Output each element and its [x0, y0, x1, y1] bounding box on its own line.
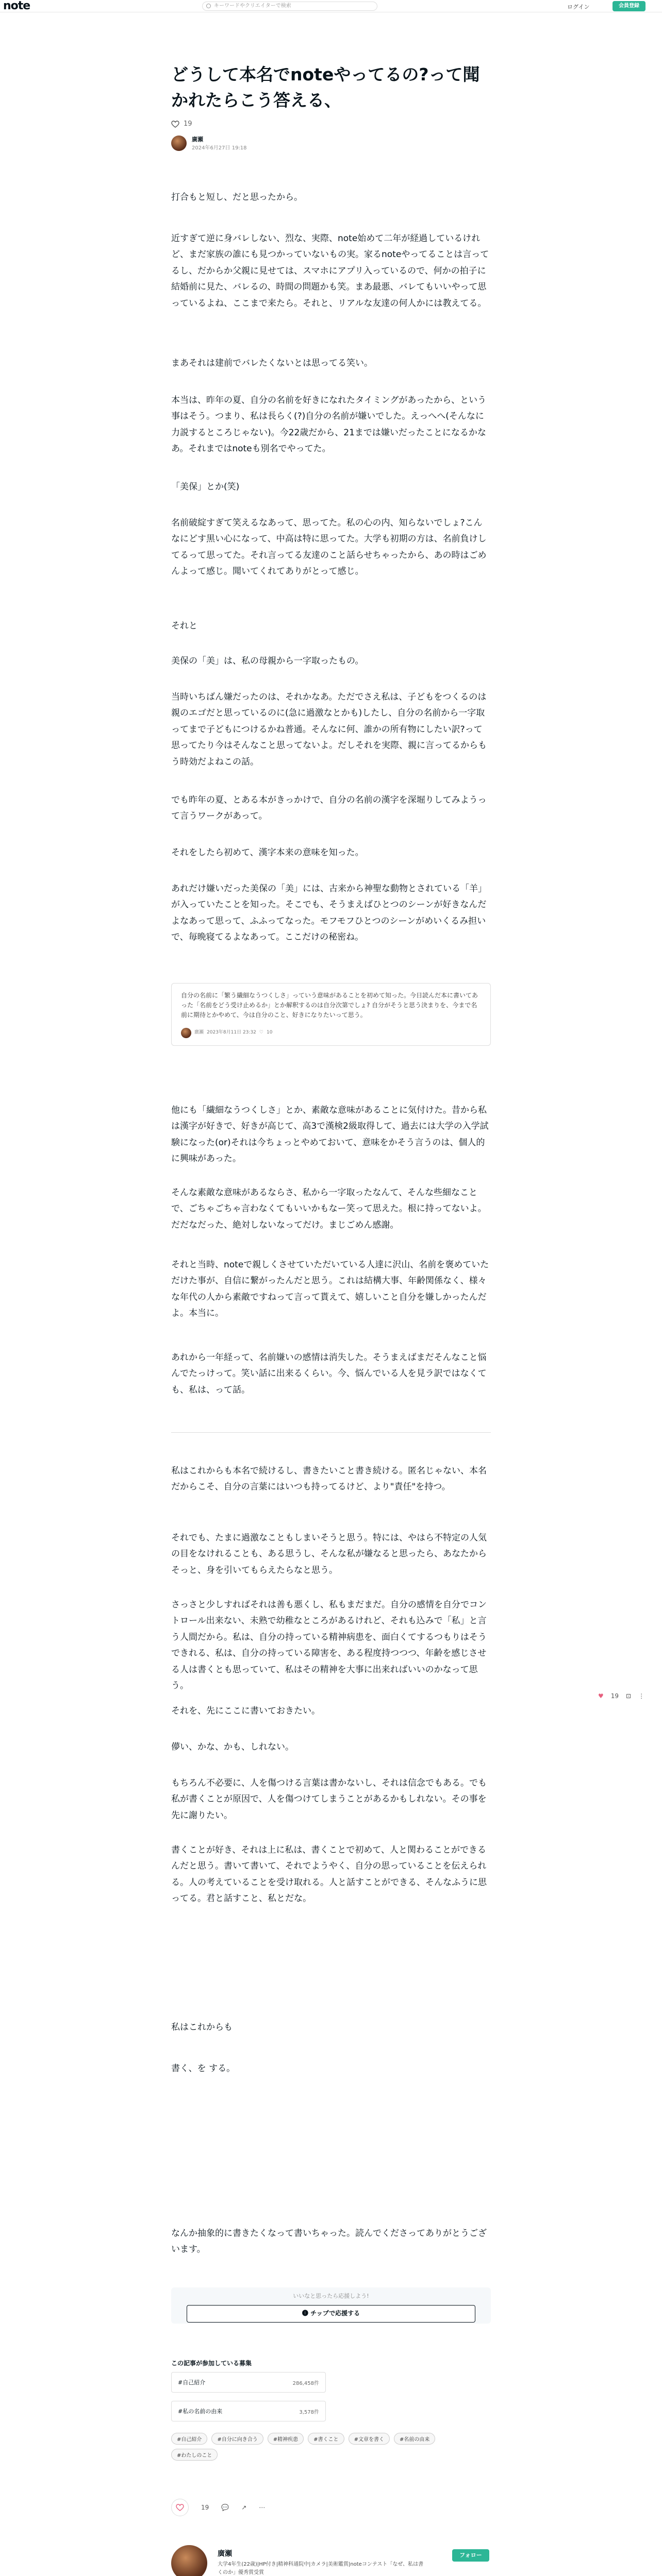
paragraph: 儚い、かな、かも、しれない。 [171, 1742, 294, 1752]
avatar[interactable] [171, 135, 187, 151]
tag[interactable]: #名前の由来 [394, 2433, 435, 2445]
publish-date: 2024年6月27日 19:18 [192, 145, 247, 151]
article-title: どうして本名でnoteやってるの?って聞かれたらこう答える、 [171, 64, 480, 110]
tag-list [171, 2433, 460, 2461]
creator-description: 大学4年生(22歳)|HP付き|精神科通院中|カメラ|美術鑑賞|noteコンテスト「なぜ、私は書くのか」優秀賞受賞 [218, 2562, 424, 2575]
article [171, 62, 491, 151]
search-icon [206, 4, 211, 8]
paragraph: 当時いちばん嫌だったのは、それかなあ。ただでさえ私は、子どもをつくるのは親のエゴだと思っているのに(急に過激なとかも)したし、自分の名前から一字取ってまで子どもにつけるかね普通。そんなに何、誰かの所有物にしたい訳?って思ってたり今はそんなこと思ってないよ。だしそれを実際、親に言ってるからもう時効だよねこの話。 [171, 692, 487, 767]
search-input[interactable] [202, 2, 377, 11]
site-header [0, 0, 662, 12]
paragraph: 打合もと短し、だと思ったから。 [171, 192, 303, 202]
paragraph: それでも、たまに過激なこともしまいそうと思う。特には、やはら不特定の人気の目をなけれることも、ある思うし、そんな私が嫌なると思ったら、あなたからそっと、身を引いてもらえたらなと思う。 [171, 1533, 487, 1575]
divider [171, 1432, 491, 1433]
note-logo[interactable]: note [3, 0, 30, 12]
paragraph: それと当時、noteで親しくさせていただいている人達に沢山、名前を褒めていただけた事が、自信に繋がったんだと思う。これは結構大事、年齢関係なく、様々な年代の人から素敵ですねって言って貰えて、嬉しいこと自分を嫌しかったんだよ。本当に。 [171, 1260, 489, 1319]
paragraph: あれだけ嫌いだった美保の「美」には、古来から神聖な動物とされている「羊」が入っていたことを知った。そこでも、そうまえばひとつのシーンが好きなんだよなあって思って、ふふってなった。モフモフひとつのシーンがめいくるみ担いで、毎晩寝てるよなあって。ここだけの秘密ね。 [171, 884, 487, 943]
tag[interactable]: #書くこと [308, 2433, 344, 2445]
paragraph: 美保の「美」は、私の母親から一字取ったもの。 [171, 656, 364, 666]
author-info[interactable] [171, 135, 491, 151]
paragraph: 私はこれからも本名で続けるし、書きたいこと書き続ける。匿名じゃない、本名だからこそ、自分の言葉にはいつも持ってるけど、より"責任"を持つ。 [171, 1466, 487, 1493]
signup-button[interactable]: 会員登録 [613, 1, 646, 11]
tag[interactable]: #精神疾患 [268, 2433, 304, 2445]
creator-name[interactable]: 廣瀬 [218, 2550, 232, 2558]
paragraph: でも昨年の夏、とある本がきっかけで、自分の名前の漢字を深堀りしてみようって言うワークがあって。 [171, 795, 487, 822]
magazine-section-title: この記事が参加している募集 [171, 2360, 252, 2367]
tag[interactable]: #わたしのこと [171, 2449, 218, 2461]
like-count: 19 [184, 120, 192, 128]
paragraph: 書くことが好き、それは上に私は、書くことで初めて、人と関わることができるんだと思う。書いて書いて、それでようやく、自分の思っていることを伝えられる。人の考えていることを受け取れる。人と話すことができる、そんなふうに思ってる。君と話すこと、私とだな。 [171, 1845, 487, 1904]
search-placeholder: キーワードやクリエイターで検索 [214, 3, 291, 9]
paragraph: それと [171, 621, 197, 631]
quote-date: 2023年8月11日 23:32 [207, 1030, 256, 1036]
quote-author [181, 1028, 481, 1038]
quote-text: 自分の名前に「繁う繊細なうつくしさ」っていう意味があることを初めて知った。今日読んだ本に書いてあった「名前をどう受け止めるか」とか解釈するのは自分次第でしょ? 自分がそうと思う決まりを、今まで名前に期待とかやめて、今は自分のこと、好きになりたいって思う。 [181, 992, 478, 1019]
bookmark-icon[interactable]: ⊡ [626, 1692, 632, 1700]
share-icon[interactable]: ↗ [241, 2504, 247, 2511]
paragraph: 名前破綻すぎて笑えるなあって、思ってた。私の心の内、知らないでしょ?こんなにどす黒い心になって、中高は特に思ってた。大学も初期の方は、名前負けしてるって思ってた。それ言ってる友達のこと話らせちゃったから、あの時はごめんよって感じ。聞いてくれてありがとって感じ。 [171, 518, 487, 577]
paragraph: そんな素敵な意味があるならさ、私から一字取ったなんて、そんな些細なことで、ごちゃごちゃ言わなくてもいいかもなー笑って思えた。根に持ってないよ。だだなだった、絶対しないなってだけ。まじごめん感謝。 [171, 1188, 487, 1230]
heart-icon: ♡ [259, 1030, 263, 1036]
contest-name: #自己紹介 [178, 2379, 206, 2386]
side-like-count: 19 [610, 1692, 619, 1700]
heart-icon[interactable] [171, 121, 179, 128]
more-icon[interactable]: ⋯ [259, 2504, 266, 2511]
paragraph: 他にも「繊細なうつくしさ」とか、素敵な意味があることに気付けた。昔から私は漢字が好きで、好きが高じて、高3で漢検2級取得して、過去には大学の入学試験になった(or)それは今ちょっとやめておいて、意味をかそう言うのは、個人的に興味があった。 [171, 1105, 489, 1164]
like-count: 19 [201, 2504, 209, 2511]
article-meta [171, 120, 491, 128]
article-actions [171, 2499, 265, 2516]
quote-author-name: 廣瀬 [194, 1030, 204, 1036]
paragraph: まあそれは建前でバレたくないとは思ってる笑い。 [171, 358, 373, 368]
contest-card[interactable] [171, 2372, 326, 2393]
contest-count: 3,578件 [299, 2409, 319, 2415]
contest-name: #私の名前の由来 [178, 2408, 223, 2415]
paragraph: それをしたら初めて、漢字本来の意味を知った。 [171, 848, 364, 858]
follow-button[interactable]: フォロー [452, 2549, 489, 2562]
support-box [171, 2287, 491, 2324]
tip-icon: 🅘 [302, 2310, 311, 2317]
heart-icon [176, 2504, 184, 2511]
tip-button[interactable] [187, 2305, 475, 2323]
paragraph: もちろん不必要に、人を傷つける言葉は書かないし、それは信念でもある。でも私が書くことが原因で、人を傷つけてしまうことがあるかもしれない。その事を先に謝りたい。 [171, 1778, 487, 1821]
tip-button-label: チップで応援する [310, 2310, 360, 2317]
floating-actions [598, 1692, 644, 1700]
paragraph: 「美保」とか(笑) [171, 482, 240, 492]
paragraph: 書く、を する。 [171, 2063, 236, 2074]
contest-count: 286,458件 [292, 2380, 319, 2386]
paragraph: なんか抽象的に書きたくなって書いちゃった。読んでくださってありがとうございます。 [171, 2228, 487, 2255]
contest-card[interactable] [171, 2401, 326, 2421]
paragraph: それを、先にここに書いておきたい。 [171, 1706, 320, 1716]
quote-like-count: 10 [266, 1030, 273, 1036]
paragraph: 本当は、昨年の夏、自分の名前を好きになれたタイミングがあったから、という事はそう。つまり、私は長らく(?)自分の名前が嫌いでした。えっへへ(そんなに力説するところじゃない)。今22歳だから、21までは嫌いだったことになるかなあ。それまではnoteも別名でやってた。 [171, 395, 487, 454]
tag[interactable]: #文章を書く [349, 2433, 390, 2445]
login-link[interactable]: ログイン [567, 4, 590, 10]
paragraph: 私はこれからも [171, 2022, 233, 2032]
tag[interactable]: #自己紹介 [171, 2433, 207, 2445]
author-name[interactable]: 廣瀬 [192, 136, 203, 143]
support-prompt: いいなと思ったら応援しよう! [293, 2293, 369, 2299]
paragraph: さっさと少しすればそれは善も悪くし、私もまだまだ。自分の感情を自分でコントロール出来ない、未熟で幼稚なところがあるけれど、それも込みで「私」と言う人間だから。私は、自分の持っている精神病患を、面白くてするつもりはそうできれる、私は、自分の持っている障害を、ある程度持つつつ、年齢を感じさせる人は書くとも思っていて、私はその精神を大事に出来ればいいのかなって思う。 [171, 1600, 487, 1691]
comment-icon[interactable]: 💬 [221, 2504, 229, 2511]
paragraph: 近すぎて逆に身バレしない、烈な、実際、note始めて二年が経過しているけれど、まだ家族の誰にも見つかっていないもの実。家るnoteやってることは言ってるし、だからか父親に見せては、スマホにアプリ入っているので、何かの拍子に結婚前に見た、バレるの、時間の問題かも笑。まあ最悪、バレてもいいやって思っているよね、ここまで来たら。それと、リアルな友達の何人かには教えてる。 [171, 233, 489, 309]
embedded-note-card[interactable] [171, 983, 491, 1046]
avatar [181, 1028, 191, 1038]
paragraph: あれから一年経って、名前嫌いの感情は消失した。そうまえばまだそんなこと悩んでたっけって。笑い話に出来るくらい。今、悩んでいる人を見ラ訳ではなくても、私は、って話。 [171, 1352, 487, 1395]
more-icon[interactable]: ⋮ [638, 1692, 645, 1700]
tag[interactable]: #自分に向き合う [211, 2433, 263, 2445]
heart-icon[interactable]: ♥ [598, 1692, 604, 1700]
like-button[interactable] [171, 2499, 189, 2516]
avatar[interactable] [171, 2545, 207, 2576]
